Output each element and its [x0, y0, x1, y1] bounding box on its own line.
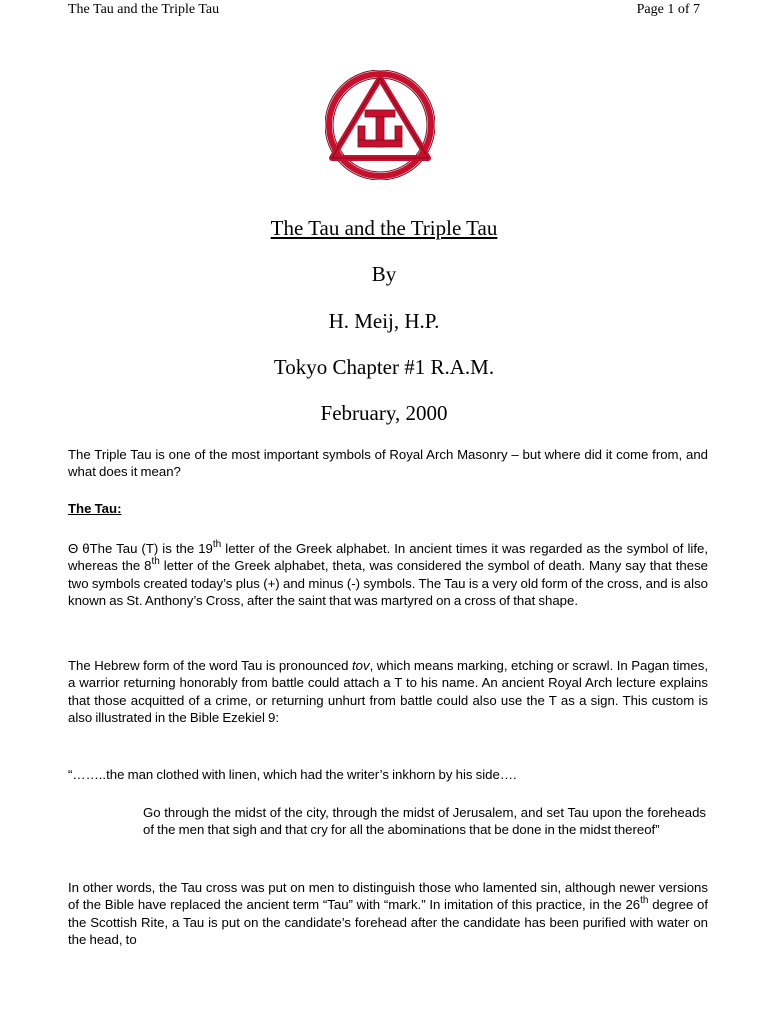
author-name: H. Meij, H.P. [328, 309, 440, 333]
para1-sup1: th [212, 539, 222, 550]
para2-italic-word: tov [351, 658, 370, 673]
paragraph-tau-greek [68, 540, 708, 609]
quote-intro-text: “……..the man clothed with linen, which had the writer’s inkhorn by his side…. [68, 767, 517, 782]
para1-lead: Θ θThe Tau (T) is the 19 [68, 541, 213, 556]
paragraph-tau-mark [68, 879, 708, 948]
blockquote-text: Go through the midst of the city, through the midst of Jerusalem, and set Tau upon the foreheads of the men that sigh and that cry for all the abominations that be done in the midst thereof” [143, 805, 706, 838]
para1-sup2: th [151, 556, 160, 568]
para1-rest: letter of the Greek alphabet, theta, was considered the symbol of death. Many say that these two symbols created today’s plus (+) and minus (-) symbols. The Tau is a very old form of the cross, and is also known as St. Anthony’s Cross, after the saint that was martyred on a cross of that shape. [68, 558, 708, 608]
header-title: The Tau and the Triple Tau [68, 2, 220, 17]
quote-intro-line [68, 766, 708, 783]
para3-sup: th [640, 895, 649, 907]
page-number: Page 1 of 7 [636, 2, 700, 17]
chapter-name: Tokyo Chapter #1 R.A.M. [273, 355, 495, 379]
intro-paragraph [68, 446, 708, 481]
intro-text: The Triple Tau is one of the most important symbols of Royal Arch Masonry – but where did it come from, and what does it mean? [68, 447, 708, 480]
section-heading: The Tau: [68, 501, 122, 516]
para3-rest: degree of the Scottish Rite, a Tau is put on the candidate’s forehead after the candidate has been purified with water on the head, to [68, 897, 708, 947]
scripture-blockquote [143, 804, 706, 839]
para2-rest: , which means marking, etching or scrawl. In Pagan times, a warrior returning honorably from battle could attach a T to his name. An ancient Royal Arch lecture explains that those acquitted of a crime, or returning unhurt from battle could also use the T as a sign. This custom is also illustrated in the Bible Ezekiel 9: [68, 658, 709, 725]
triple-tau-emblem-icon [325, 70, 435, 180]
page-header [68, 2, 700, 18]
document-date: February, 2000 [320, 401, 448, 425]
byline-label: By [371, 262, 397, 286]
document-title: The Tau and the Triple Tau [270, 216, 498, 240]
para2-lead: The Hebrew form of the word Tau is pronounced [68, 658, 352, 673]
paragraph-tau-hebrew [68, 657, 708, 726]
para3-lead: In other words, the Tau cross was put on men to distinguish those who lamented sin, although newer versions of the Bible have replaced the ancient term “Tau” with “mark.” In imitation of this practice, in the 26 [68, 880, 708, 913]
para1-mid: letter of the Greek alphabet. In ancient times it was regarded as the symbol of life, whereas the 8 [68, 541, 708, 574]
